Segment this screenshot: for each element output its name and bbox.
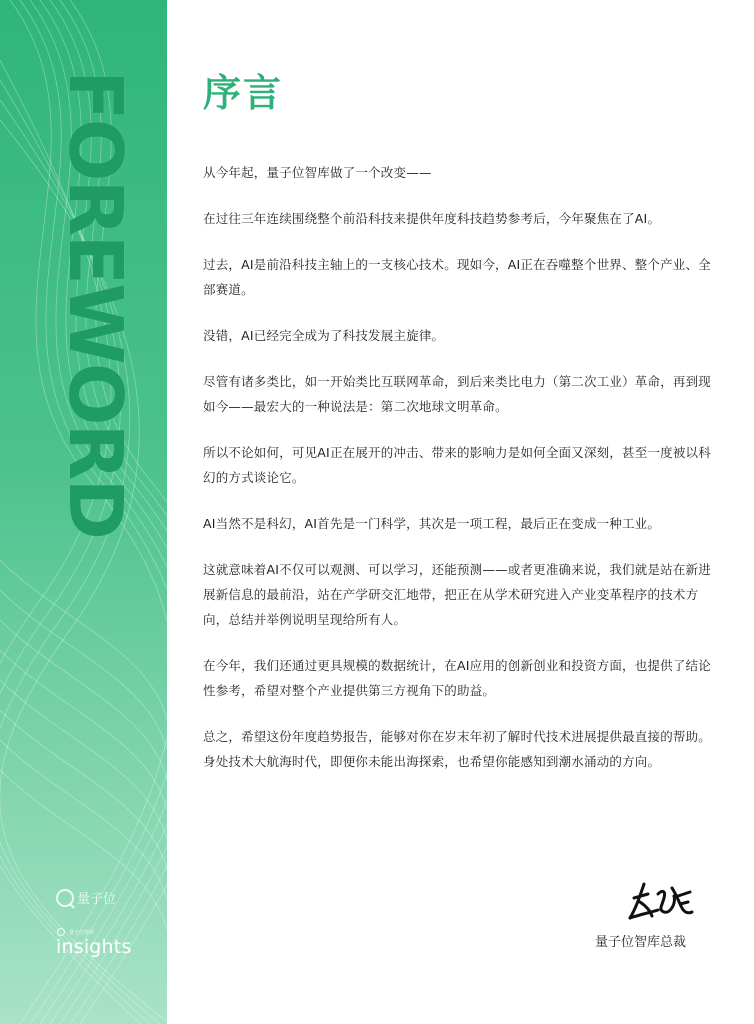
brand-logo-text: 量子位 <box>77 892 117 907</box>
paragraph: 没错，AI已经完全成为了科技发展主旋律。 <box>203 328 445 343</box>
paragraph: 尽管有诸多类比，如一开始类比互联网革命，到后来类比电力（第二次工业）革命，再到现如今——最宏大的一种说法是：第二次地球文明革命。 <box>203 374 712 414</box>
paragraph: 在过往三年连续围绕整个前沿科技来提供年度科技趋势参考后，今年聚焦在了AI。 <box>203 211 661 226</box>
signature-image <box>628 880 694 924</box>
insights-logo-icon <box>57 928 65 936</box>
insights-small-text: 量子位智库 <box>69 929 95 936</box>
body-text <box>203 160 715 795</box>
foreword-vertical-title: FOREWORD <box>52 70 138 538</box>
insights-wordmark: insights <box>56 936 132 958</box>
insights-logo <box>56 928 132 958</box>
paragraph: 从今年起，量子位智库做了一个改变—— <box>203 165 432 180</box>
q-logo-icon <box>56 889 74 907</box>
signature-caption: 量子位智库总裁 <box>595 935 687 950</box>
page-title: 序言 <box>203 71 284 115</box>
sidebar-banner <box>0 0 167 1024</box>
paragraph: 总之，希望这份年度趋势报告，能够对你在岁末年初了解时代技术进展提供最直接的帮助。身处技术大航海时代，即便你未能出海探索，也希望你能感知到潮水涌动的方向。 <box>203 729 712 769</box>
paragraph: 所以不论如何，可见AI正在展开的冲击、带来的影响力是如何全面又深刻，甚至一度被以科幻的方式谈论它。 <box>203 445 711 485</box>
paragraph: AI当然不是科幻，AI首先是一门科学，其次是一项工程，最后正在变成一种工业。 <box>203 516 661 531</box>
brand-logo <box>56 888 116 907</box>
paragraph: 过去，AI是前沿科技主轴上的一支核心技术。现如今，AI正在吞噬整个世界、整个产业、全部赛道。 <box>203 257 711 297</box>
paragraph: 这就意味着AI不仅可以观测、可以学习，还能预测——或者更准确来说，我们就是站在新进展新信息的最前沿，站在产学研交汇地带，把正在从学术研究进入产业变革程序的技术方向，总结并举例说明呈现给所有人。 <box>203 562 711 627</box>
paragraph: 在今年，我们还通过更具规模的数据统计，在AI应用的创新创业和投资方面，也提供了结论性参考，希望对整个产业提供第三方视角下的助益。 <box>203 658 711 698</box>
header <box>203 68 715 118</box>
